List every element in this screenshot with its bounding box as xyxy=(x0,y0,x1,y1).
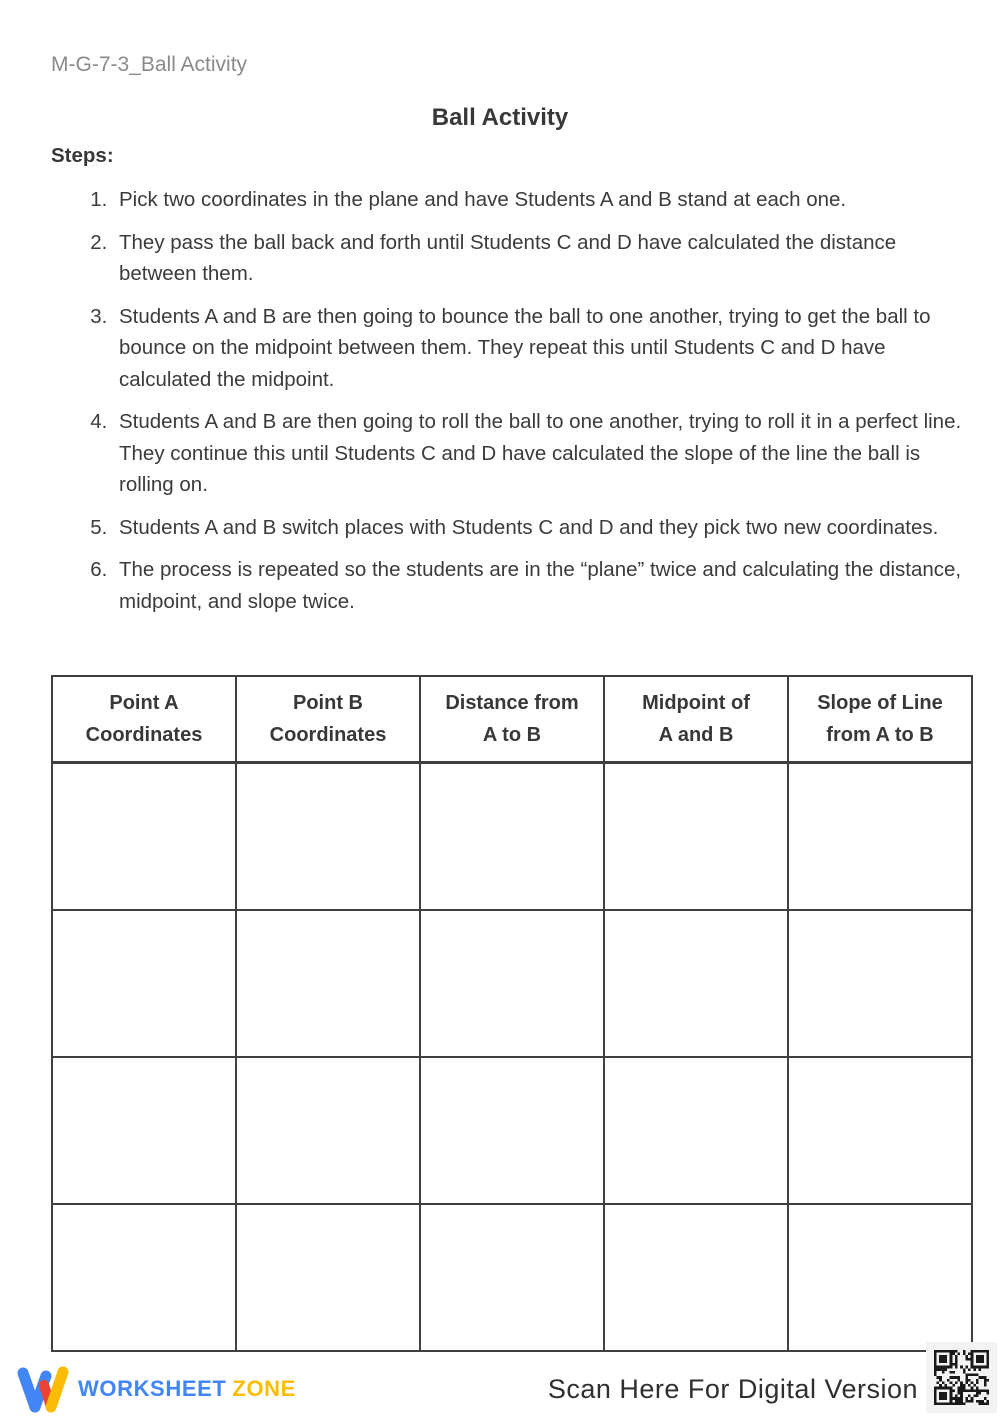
table-cell-empty xyxy=(788,1057,972,1204)
page-title: Ball Activity xyxy=(431,104,569,131)
step-item-3: 3. Students A and B are then going to bounce the ball to one another, trying to get the ball to bounce on the midpoint between them. They repeat this until Students C and D have calculated the midpoint. xyxy=(113,301,973,396)
step-item-1: 1. Pick two coordinates in the plane and have Students A and B stand at each one. xyxy=(113,184,973,216)
document-filename: M-G-7-3_Ball Activity xyxy=(51,53,248,76)
column-header-point-b xyxy=(236,676,420,763)
brand-name xyxy=(78,1376,296,1402)
table-cell-empty xyxy=(788,763,972,911)
column-header-distance xyxy=(420,676,604,763)
steps-list xyxy=(51,184,973,628)
table-row xyxy=(52,910,972,1057)
step-item-6: 6. The process is repeated so the students are in the “plane” twice and calculating the distance, midpoint, and slope twice. xyxy=(113,554,973,617)
column-header-midpoint xyxy=(604,676,788,763)
brand-word-zone: ZONE xyxy=(232,1376,296,1401)
header-line: A and B xyxy=(658,724,734,746)
worksheetzone-logo-icon xyxy=(16,1364,70,1414)
table-cell-empty xyxy=(788,1204,972,1351)
table-cell-empty xyxy=(236,763,420,911)
table-cell-empty xyxy=(420,763,604,911)
worksheetzone-logo xyxy=(16,1364,296,1414)
header-line: Coordinates xyxy=(269,724,387,746)
table-cell-empty xyxy=(604,763,788,911)
table-cell-empty xyxy=(52,910,236,1057)
table-cell-empty xyxy=(236,910,420,1057)
qr-code-card xyxy=(926,1342,997,1413)
table-cell-empty xyxy=(52,763,236,911)
table-cell-empty xyxy=(604,1204,788,1351)
table-cell-empty xyxy=(52,1057,236,1204)
header-line: Point B xyxy=(293,692,363,714)
column-header-point-a xyxy=(52,676,236,763)
header-line: Point A xyxy=(109,692,179,714)
qr-code-icon xyxy=(934,1350,989,1405)
table-cell-empty xyxy=(420,1204,604,1351)
table-row xyxy=(52,763,972,911)
table-cell-empty xyxy=(52,1204,236,1351)
table-cell-empty xyxy=(788,910,972,1057)
step-item-5: 5. Students A and B switch places with Students C and D and they pick two new coordinates. xyxy=(113,512,973,544)
steps-heading: Steps: xyxy=(51,144,114,167)
table-cell-empty xyxy=(236,1204,420,1351)
header-line: Distance from xyxy=(445,692,579,714)
header-line: Coordinates xyxy=(85,724,203,746)
table-row xyxy=(52,1057,972,1204)
column-header-slope xyxy=(788,676,972,763)
step-item-4: 4. Students A and B are then going to roll the ball to one another, trying to roll it in a perfect line. They continue this until Students C and D have calculated the slope of the line the ball is rolling on. xyxy=(113,406,973,501)
scan-here-label: Scan Here For Digital Version xyxy=(547,1374,918,1404)
table-cell-empty xyxy=(420,910,604,1057)
header-line: Slope of Line xyxy=(817,692,943,714)
header-line: from A to B xyxy=(826,724,934,746)
table-cell-empty xyxy=(604,1057,788,1204)
header-line: Midpoint of xyxy=(642,692,750,714)
table-row xyxy=(52,1204,972,1351)
activity-table xyxy=(51,675,973,1352)
header-line: A to B xyxy=(482,724,542,746)
brand-word-worksheet: WORKSHEET xyxy=(78,1376,227,1401)
table-cell-empty xyxy=(236,1057,420,1204)
table-cell-empty xyxy=(604,910,788,1057)
table-cell-empty xyxy=(420,1057,604,1204)
header-row xyxy=(52,676,972,763)
activity-table-header xyxy=(52,676,972,763)
activity-table-body xyxy=(52,763,972,1352)
step-item-2: 2. They pass the ball back and forth until Students C and D have calculated the distance between them. xyxy=(113,227,973,290)
